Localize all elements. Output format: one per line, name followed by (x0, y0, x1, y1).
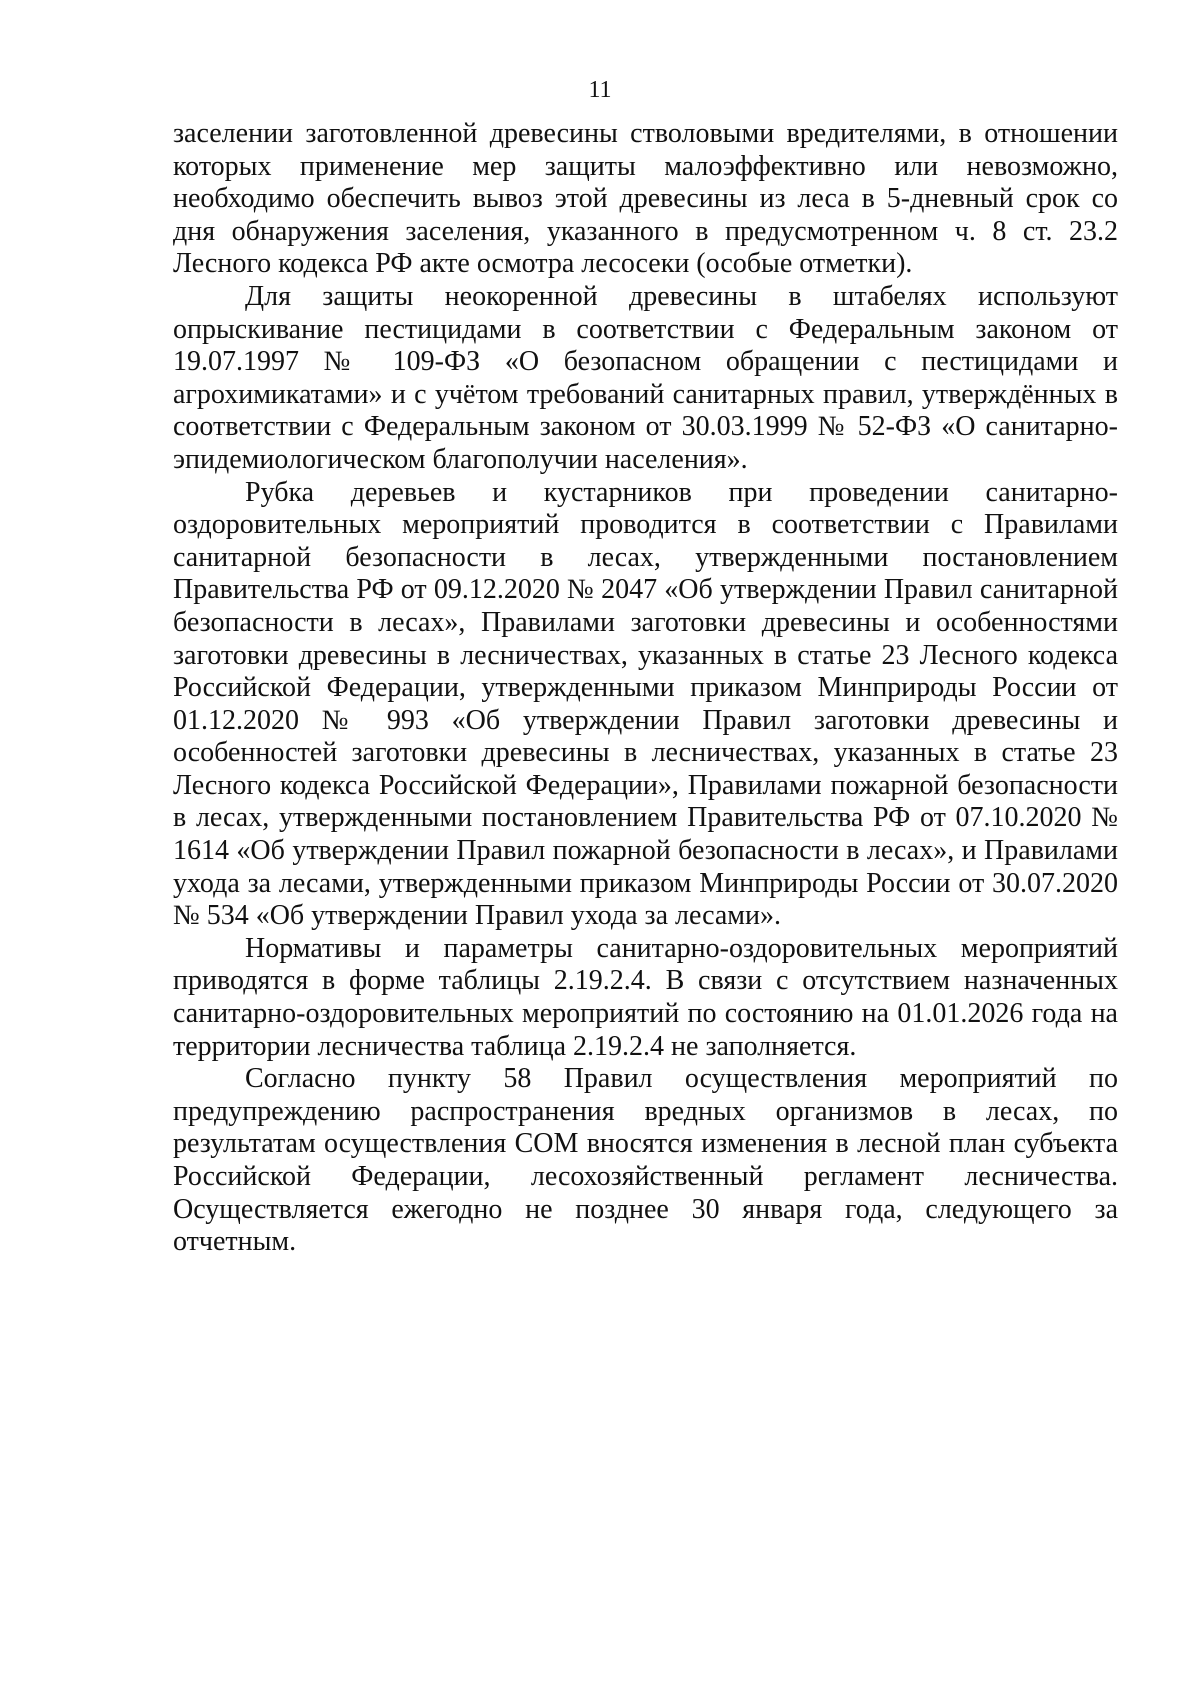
body-text (173, 118, 1118, 1259)
paragraph-3: Рубка деревьев и кустарников при проведении санитарно-оздоровительных мероприятий проводится в соответствии с Правилами санитарной безопасности в лесах, утвержденными постановлением Правительства РФ от 09.12.2020 № 2047 «Об утверждении Правил санитарной безопасности в лесах», Правилами заготовки древесины и особенностями заготовки древесины в лесничествах, указанных в статье 23 Лесного кодекса Российской Федерации, утвержденными приказом Минприроды России от 01.12.2020 № 993 «Об утверждении Правил заготовки древесины и особенностей заготовки древесины в лесничествах, указанных в статье 23 Лесного кодекса Российской Федерации», Правилами пожарной безопасности в лесах, утвержденными постановлением Правительства РФ от 07.10.2020 № 1614 «Об утверждении Правил пожарной безопасности в лесах», и Правилами ухода за лесами, утвержденными приказом Минприроды России от 30.07.2020 № 534 «Об утверждении Правил ухода за лесами». (173, 476, 1118, 932)
paragraph-1: заселении заготовленной древесины стволовыми вредителями, в отношении которых применение мер защиты малоэффективно или невозможно, необходимо обеспечить вывоз этой древесины из леса в 5-дневный срок со дня обнаружения заселения, указанного в предусмотренном ч. 8 ст. 23.2 Лесного кодекса РФ акте осмотра лесосеки (особые отметки). (173, 118, 1118, 280)
page-number: 11 (588, 77, 612, 103)
paragraph-4: Нормативы и параметры санитарно-оздоровительных мероприятий приводятся в форме таблицы 2.19.2.4. В связи с отсутствием назначенных санитарно-оздоровительных мероприятий по состоянию на 01.01.2026 года на территории лесничества таблица 2.19.2.4 не заполняется. (173, 932, 1118, 1062)
paragraph-2: Для защиты неокоренной древесины в штабелях используют опрыскивание пестицидами в соответствии с Федеральным законом от 19.07.1997 № 109-ФЗ «О безопасном обращении с пестицидами и агрохимикатами» и с учётом требований санитарных правил, утверждённых в соответствии с Федеральным законом от 30.03.1999 № 52-ФЗ «О санитарно-эпидемиологическом благополучии населения». (173, 280, 1118, 475)
paragraph-5: Согласно пункту 58 Правил осуществления мероприятий по предупреждению распространения вредных организмов в лесах, по результатам осуществления СОМ вносятся изменения в лесной план субъекта Российской Федерации, лесохозяйственный регламент лесничества. Осуществляется ежегодно не позднее 30 января года, следующего за отчетным. (173, 1063, 1118, 1258)
